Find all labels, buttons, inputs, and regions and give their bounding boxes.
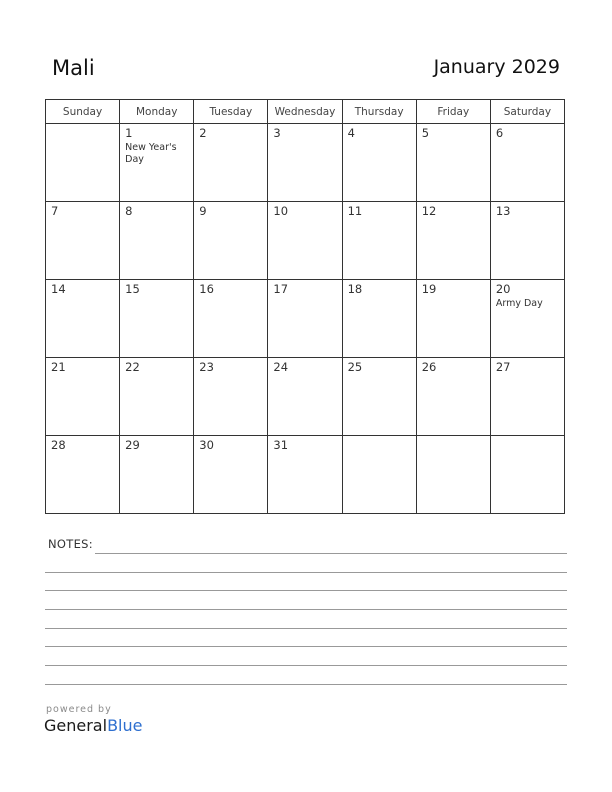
- day-number: 28: [51, 438, 66, 452]
- note-line[interactable]: [45, 609, 567, 610]
- day-cell[interactable]: [194, 124, 268, 202]
- day-cell[interactable]: [120, 202, 194, 280]
- weekday-thursday: Thursday: [342, 100, 416, 124]
- day-cell[interactable]: [490, 280, 564, 358]
- day-cell[interactable]: [268, 124, 342, 202]
- day-number: 1: [125, 126, 133, 140]
- weekday-wednesday: Wednesday: [268, 100, 342, 124]
- day-number: 30: [199, 438, 214, 452]
- powered-by-text: powered by: [46, 704, 112, 715]
- day-number: 16: [199, 282, 214, 296]
- holiday-label: New Year's Day: [125, 142, 177, 165]
- day-number: 25: [347, 360, 363, 374]
- day-number: 31: [273, 438, 289, 452]
- day-cell[interactable]: [46, 358, 120, 436]
- calendar-grid: [45, 99, 565, 514]
- day-number: 10: [273, 204, 289, 218]
- day-cell[interactable]: [416, 280, 490, 358]
- day-cell[interactable]: [416, 436, 490, 514]
- day-number: 3: [273, 126, 281, 140]
- day-cell[interactable]: [120, 436, 194, 514]
- day-cell[interactable]: [46, 280, 120, 358]
- day-number: 8: [125, 204, 133, 218]
- day-number: 6: [495, 126, 504, 140]
- holiday-label: Army Day: [495, 298, 543, 309]
- day-cell[interactable]: [416, 358, 490, 436]
- day-cell[interactable]: [416, 202, 490, 280]
- note-line[interactable]: [45, 628, 567, 629]
- note-line[interactable]: [45, 572, 567, 573]
- brand-blue: Blue: [107, 716, 143, 735]
- day-number: 21: [51, 360, 66, 374]
- weekday-saturday: Saturday: [490, 100, 564, 124]
- day-cell[interactable]: [268, 280, 342, 358]
- brand-general: General: [44, 716, 108, 735]
- day-cell[interactable]: [490, 436, 564, 514]
- week-row-5: [46, 436, 565, 514]
- day-cell[interactable]: [120, 280, 194, 358]
- day-cell[interactable]: [490, 358, 564, 436]
- day-cell[interactable]: [46, 436, 120, 514]
- day-cell[interactable]: [194, 436, 268, 514]
- day-number: 7: [51, 204, 59, 218]
- day-cell[interactable]: [194, 280, 268, 358]
- day-cell[interactable]: [342, 124, 416, 202]
- note-line[interactable]: [45, 665, 567, 666]
- day-number: 17: [273, 282, 289, 296]
- country-title: Mali: [52, 56, 95, 80]
- weekday-sunday: Sunday: [46, 100, 120, 124]
- day-cell[interactable]: [194, 202, 268, 280]
- note-line[interactable]: [45, 590, 567, 591]
- day-number: 12: [421, 204, 437, 218]
- weekday-friday: Friday: [416, 100, 490, 124]
- week-row-2: [46, 202, 565, 280]
- day-cell[interactable]: [120, 124, 194, 202]
- week-row-1: [46, 124, 565, 202]
- day-cell[interactable]: [194, 358, 268, 436]
- day-number: 19: [421, 282, 437, 296]
- weekday-tuesday: Tuesday: [194, 100, 268, 124]
- day-number: 5: [421, 126, 430, 140]
- day-number: 24: [273, 360, 289, 374]
- day-number: 4: [347, 126, 355, 140]
- day-cell[interactable]: [46, 124, 120, 202]
- day-number: 9: [199, 204, 207, 218]
- week-row-4: [46, 358, 565, 436]
- day-cell[interactable]: [416, 124, 490, 202]
- day-number: 14: [51, 282, 66, 296]
- day-number: 20: [495, 282, 511, 296]
- day-number: 18: [347, 282, 363, 296]
- note-line[interactable]: [95, 553, 567, 554]
- day-number: 23: [199, 360, 214, 374]
- day-number: 29: [125, 438, 140, 452]
- day-cell[interactable]: [268, 202, 342, 280]
- day-number: 22: [125, 360, 140, 374]
- day-cell[interactable]: [268, 358, 342, 436]
- weekday-header-row: [46, 100, 565, 124]
- day-cell[interactable]: [490, 124, 564, 202]
- day-cell[interactable]: [342, 202, 416, 280]
- weekday-monday: Monday: [120, 100, 194, 124]
- day-number: 27: [495, 360, 511, 374]
- day-cell[interactable]: [342, 358, 416, 436]
- day-cell[interactable]: [268, 436, 342, 514]
- day-cell[interactable]: [120, 358, 194, 436]
- notes-label: NOTES:: [48, 537, 93, 551]
- week-row-3: [46, 280, 565, 358]
- day-number: 13: [495, 204, 511, 218]
- note-line[interactable]: [45, 684, 567, 685]
- day-number: 15: [125, 282, 140, 296]
- day-number: 26: [421, 360, 437, 374]
- day-cell[interactable]: [342, 436, 416, 514]
- day-cell[interactable]: [490, 202, 564, 280]
- note-line[interactable]: [45, 646, 567, 647]
- day-cell[interactable]: [46, 202, 120, 280]
- day-cell[interactable]: [342, 280, 416, 358]
- generalblue-logo[interactable]: [44, 716, 142, 735]
- month-year-title: January 2029: [433, 56, 560, 78]
- day-number: 2: [199, 126, 207, 140]
- day-number: 11: [347, 204, 363, 218]
